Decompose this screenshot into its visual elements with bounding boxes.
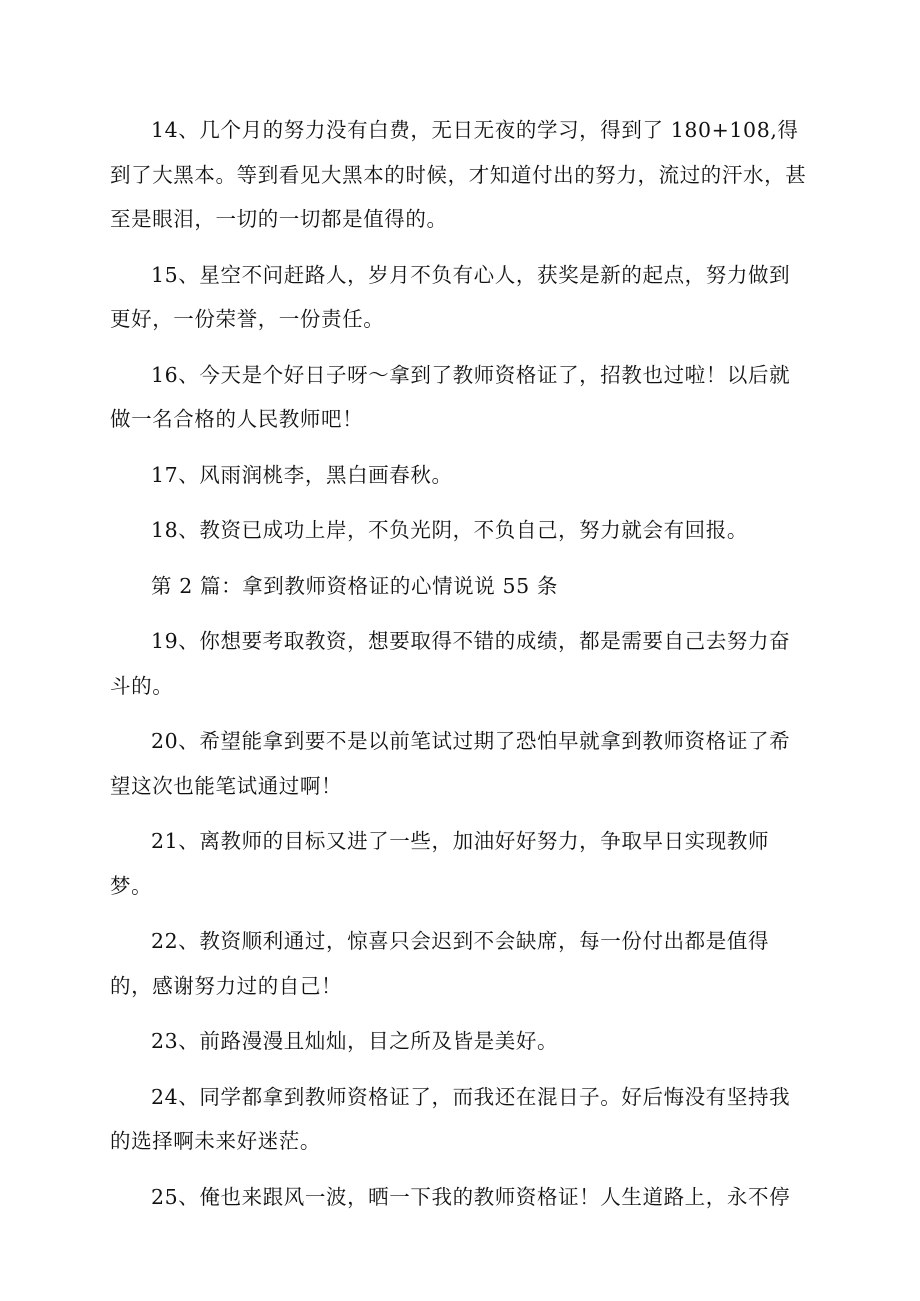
paragraph-18: 18、教资已成功上岸，不负光阴，不负自己，努力就会有回报。 xyxy=(151,518,748,542)
section-heading: 第 2 篇：拿到教师资格证的心情说说 55 条 xyxy=(151,573,558,598)
document-body xyxy=(110,108,810,1230)
paragraph-22: 22、教资顺利通过，惊喜只会迟到不会缺席，每一份付出都是值得的，感谢努力过的自己！ xyxy=(110,929,770,998)
paragraph-24: 24、同学都拿到教师资格证了，而我还在混日子。好后悔没有坚持我的选择啊未来好迷茫。 xyxy=(110,1084,791,1153)
paragraph-25: 25、俺也来跟风一波，晒一下我的教师资格证！人生道路上，永不停 xyxy=(151,1184,791,1209)
paragraph-20: 20、希望能拿到要不是以前笔试过期了恐怕早就拿到教师资格证了希望这次也能笔试通过啊！ xyxy=(110,729,791,798)
paragraph-14: 14、几个月的努力没有白费，无日无夜的学习，得到了 180+108,得到了大黑本。等到看见大黑本的时候，才知道付出的努力，流过的汗水，甚至是眼泪，一切的一切都是值得的。 xyxy=(110,118,807,231)
paragraph-17: 17、风雨润桃李，黑白画春秋。 xyxy=(151,462,453,487)
paragraph-21: 21、离教师的目标又进了一些，加油好好努力，争取早日实现教师梦。 xyxy=(110,829,770,898)
paragraph-15: 15、星空不问赶路人，岁月不负有心人，获奖是新的起点，努力做到更好，一份荣誉，一份责任。 xyxy=(110,262,791,331)
paragraph-23: 23、前路漫漫且灿灿，目之所及皆是美好。 xyxy=(151,1029,559,1053)
paragraph-16: 16、今天是个好日子呀～拿到了教师资格证了，招教也过啦！以后就做一名合格的人民教师吧！ xyxy=(110,362,791,431)
paragraph-19: 19、你想要考取教资，想要取得不错的成绩，都是需要自己去努力奋斗的。 xyxy=(110,629,791,698)
